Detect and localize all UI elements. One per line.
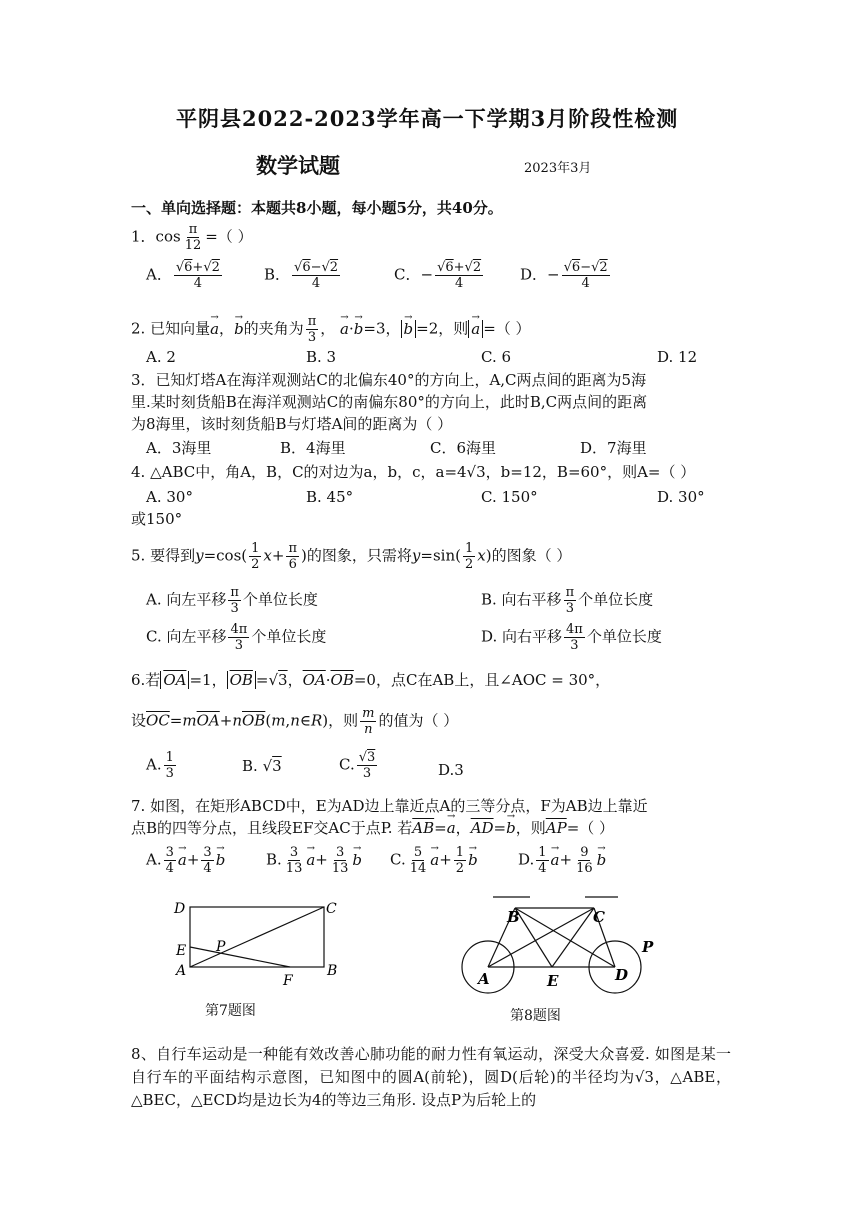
label-b: B (327, 963, 338, 979)
q5-option-a: A. 向左平移 $\frac{\pi}{3}$ 个单位长度 (146, 585, 318, 616)
question-4: 4. △ABC中，角A，B，C的对边为a，b，c，a=4√3，b=12，B=60°，则A=（ ） (131, 463, 696, 481)
segment-ac (488, 908, 594, 967)
q2-option-c: C. 6 (481, 348, 512, 366)
q5-option-d: D. 向右平移 $\frac{4\pi}{3}$ 个单位长度 (481, 622, 662, 653)
label-c: C (326, 901, 337, 917)
segment-ef (190, 947, 290, 967)
segment-be (515, 908, 552, 967)
q3-option-a: A．3海里 (146, 439, 212, 457)
q1-option-a: A． $\frac{√6+√2}{4}$ (146, 260, 220, 291)
question-3-line-1: 3．已知灯塔A在海洋观测站C的北偏东40°的方向上，A,C两点间的距离为5海 (131, 371, 647, 389)
label-b: B (507, 908, 520, 926)
q7-option-d: D. $\frac{1}{4}$ → a+ $\frac{9}{16}$ → b (518, 845, 606, 876)
label-e: E (176, 943, 187, 959)
q2-option-d: D. 12 (657, 348, 698, 366)
label-f: F (283, 973, 293, 989)
page-title: 平阴县2022-2023学年高一下学期3月阶段性检测 (176, 106, 679, 131)
q5-option-c: C. 向左平移 $\frac{4\pi}{3}$ 个单位长度 (146, 622, 327, 653)
question-7-line-2: 点B的四等分点，且线段EF交AC于点P. 若$\overline{AB}=\to a$，$\overline{AD}=\to b$，则$\overline{AP}=$（ ） (131, 818, 614, 838)
q3-option-d: D．7海里 (580, 439, 647, 457)
q2-option-b: B. 3 (306, 348, 337, 366)
label-p: P (216, 939, 226, 955)
figure-7-diagram (170, 895, 350, 995)
figure-8-diagram (455, 890, 665, 1005)
q1-option-c: C．− $\frac{√6+√2}{4}$ (394, 260, 482, 291)
q5-option-b: B. 向右平移 $\frac{\pi}{3}$ 个单位长度 (481, 585, 654, 616)
q4-option-a: A. 30° (146, 488, 193, 506)
q3-option-c: C．6海里 (430, 439, 497, 457)
question-6-line-1: 6.若 $\overline{OA} =1$， $\overline{OB} =√3$，$\overline{OA}\cdot\overline{OB}=0$，点C在AB上，且∠AOC = 30°， (131, 671, 611, 689)
q7-option-a: A. $\frac{3}{4}$ → a+ $\frac{3}{4}$ → b (146, 845, 225, 876)
label-d: D (174, 901, 186, 917)
question-6-line-2: 设$\overline{OC}=m\overline{OA}+n\overline{OB}(m,n\in R)$，则 $\frac{m}{n}$ 的值为（ ） (131, 706, 459, 737)
label-c: C (593, 908, 605, 926)
question-5: 5. 要得到y=cos( $\frac{1}{2}$ x+ $\frac{\pi}{6}$ )的图象，只需将y=sin( $\frac{1}{2}$ x)的图象（ ） (131, 541, 572, 572)
q4-option-b: B. 45° (306, 488, 354, 506)
question-7-line-1: 7. 如图，在矩形ABCD中，E为AD边上靠近点A的三等分点，F为AB边上靠近 (131, 797, 648, 815)
q6-option-b: B. √3 (242, 757, 282, 775)
subject-title: 数学试题 (256, 153, 340, 178)
label-p: P (642, 938, 654, 956)
q1-option-d: D．− $\frac{√6-√2}{4}$ (520, 260, 608, 291)
figure-7-caption: 第7题图 (205, 1003, 256, 1019)
diagonal-ac (190, 907, 324, 967)
question-1: 1．cos $\frac{\pi}{12}$ =（ ） (131, 222, 253, 253)
label-a: A (176, 963, 187, 979)
label-a: A (478, 970, 490, 988)
q4-option-d-cont: 或150° (131, 510, 183, 528)
question-2: 2. 已知向量→ a，→ b的夹角为 $\frac{\pi}{3}$ ， → a·→ b=3， → b =2，则 → a =（ ） (131, 314, 531, 345)
segment-ec (552, 908, 594, 967)
question-3-line-3: 为8海里，该时刻货船B与灯塔A间的距离为（ ） (131, 415, 453, 433)
q4-option-d: D. 30° (657, 488, 705, 506)
label-d: D (615, 966, 629, 984)
q6-option-d: D.3 (438, 761, 464, 779)
q7-option-b: B. $\frac{3}{13}$ → a+ $\frac{3}{13}$ → b (266, 845, 362, 876)
q6-option-a: A. $\frac{1}{3}$ (146, 750, 174, 781)
q6-option-c: C. $\frac{√3}{3}$ (339, 750, 376, 781)
q2-option-a: A. 2 (146, 348, 176, 366)
question-8: 8、自行车运动是一种能有效改善心肺功能的耐力性有氧运动，深受大众喜爱. 如图是某一自行车的平面结构示意图，已知图中的圆A(前轮)，圆D(后轮)的半径均为√3，△ABE，△BEC，△ECD均是边长为4的等边三角形. 设点P为后轮上的 (131, 1045, 731, 1109)
section-heading: 一、单向选择题：本题共8小题，每小题5分，共40分。 (131, 199, 503, 217)
question-3-line-2: 里.某时刻货船B在海洋观测站C的南偏东80°的方向上，此时B,C两点间的距离 (131, 393, 648, 411)
exam-date: 2023年3月 (524, 161, 592, 176)
q4-option-c: C. 150° (481, 488, 538, 506)
q3-option-b: B．4海里 (280, 439, 346, 457)
q7-option-c: C. $\frac{5}{14}$ → a+ $\frac{1}{2}$ → b (390, 845, 478, 876)
figure-8-caption: 第8题图 (510, 1008, 561, 1024)
q1-option-b: B． $\frac{√6-√2}{4}$ (264, 260, 339, 291)
label-e: E (547, 972, 559, 990)
